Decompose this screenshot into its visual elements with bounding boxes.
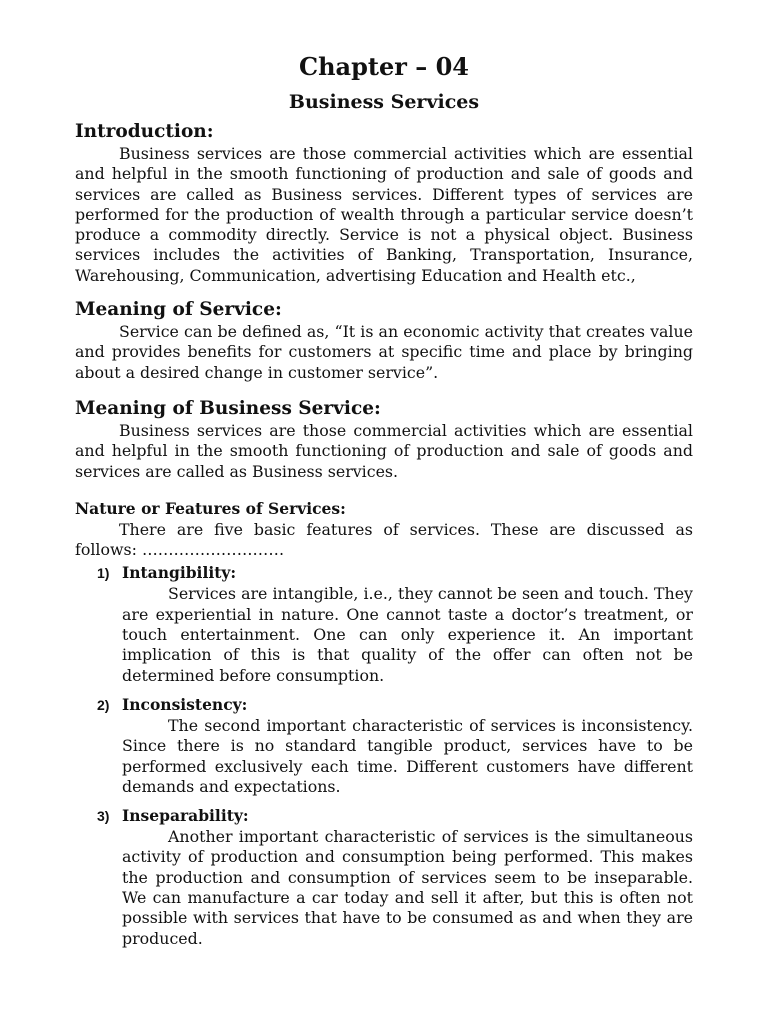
meaning-of-business-service-heading: Meaning of Business Service: xyxy=(75,397,381,419)
meaning-of-business-service-section xyxy=(75,397,693,482)
meaning-of-business-service-paragraph: Business services are those commercial activities which are essential and helpful in the smooth functioning of production and sale of goods and services are called as Business services. xyxy=(75,420,693,481)
feature-item xyxy=(75,806,693,949)
introduction-paragraph: Business services are those commercial activities which are essential and helpful in the smooth functioning of production and sale of goods and services are called as Business services. Different types of services are performed for the production of wealth through a particular service doesn’t produce a commodity directly. Service is not a physical object. Business services includes the activities of Banking, Transportation, Insurance, Warehousing, Communication, advertising Education and Health etc., xyxy=(75,144,693,285)
feature-body xyxy=(122,584,693,685)
feature-body xyxy=(122,716,693,797)
nature-features-intro-paragraph: There are five basic features of services. These are discussed as follows: ……………………… xyxy=(75,519,693,560)
meaning-of-service-paragraph: Service can be defined as, “It is an economic activity that creates value and provides benefits for customers at specific time and place by bringing about a desired change in customer service”. xyxy=(75,322,693,382)
feature-title: Inseparability: xyxy=(122,806,249,826)
feature-title: Intangibility: xyxy=(122,563,237,583)
feature-heading xyxy=(97,806,693,826)
feature-item xyxy=(75,563,693,685)
document-page xyxy=(75,50,693,949)
feature-paragraph: Services are intangible, i.e., they cannot be seen and touch. They are experiential in nature. One cannot taste a doctor’s treatment, or touch entertainment. One can only experience it. An important implication of this is that quality of the offer can often not be determined before consumption. xyxy=(122,584,693,685)
feature-number: 1) xyxy=(97,565,110,582)
feature-body xyxy=(122,827,693,949)
feature-number: 3) xyxy=(97,808,110,825)
introduction-section xyxy=(75,120,693,286)
feature-paragraph: The second important characteristic of services is inconsistency. Since there is no standard tangible product, services have to be performed exclusively each time. Different customers have different demands and expectations. xyxy=(122,715,693,796)
feature-number: 2) xyxy=(97,696,110,713)
feature-heading xyxy=(97,563,693,583)
introduction-heading: Introduction: xyxy=(75,121,214,142)
chapter-title: Chapter – 04 xyxy=(299,52,469,81)
chapter-subtitle: Business Services xyxy=(288,91,480,113)
meaning-of-service-heading: Meaning of Service: xyxy=(75,299,282,321)
nature-features-section xyxy=(75,498,693,949)
feature-item xyxy=(75,695,693,797)
feature-paragraph: Another important characteristic of services is the simultaneous activity of production and consumption being performed. This makes the production and consumption of services seem to be inseparable. We can manufacture a car today and sell it after, but this is often not possible with services that have to be consumed as and when they are produced. xyxy=(122,827,693,948)
meaning-of-service-section xyxy=(75,298,693,383)
feature-heading xyxy=(97,695,693,715)
feature-title: Inconsistency: xyxy=(122,694,248,714)
nature-features-heading: Nature or Features of Services: xyxy=(75,498,346,518)
